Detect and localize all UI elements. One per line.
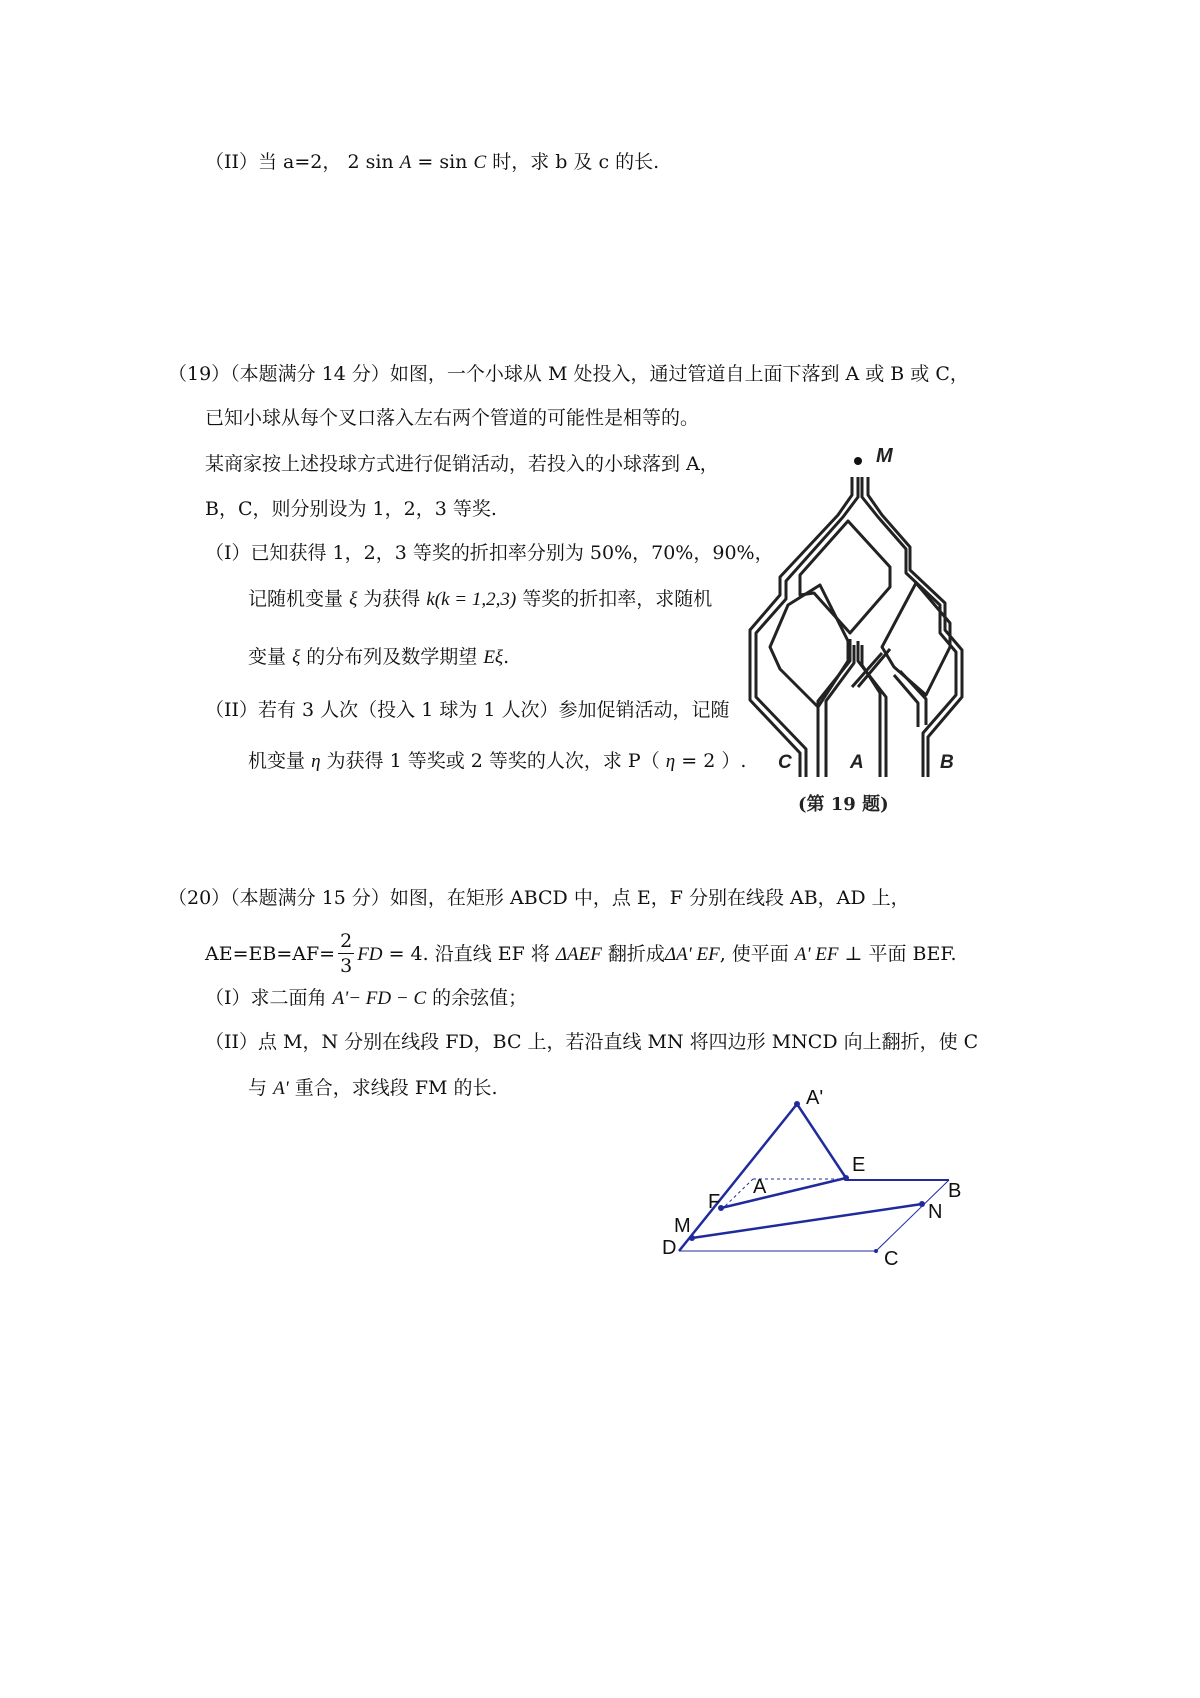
pipe-label-B: B xyxy=(940,752,954,773)
pipe-label-A: A xyxy=(850,752,864,773)
q20-l2-text-a: AE=EB=AF= xyxy=(205,943,336,965)
point-E xyxy=(843,1175,849,1181)
point-Aprime xyxy=(794,1101,800,1107)
geometry-lines xyxy=(679,1104,949,1251)
geometry-points xyxy=(689,1101,925,1253)
q20-FD: FD xyxy=(357,944,383,965)
q19-p2l2-text-a: 机变量 xyxy=(248,750,306,772)
q19-eta-symbol-2: η xyxy=(665,751,676,772)
q19-p1l2-text-a: 记随机变量 xyxy=(248,588,344,610)
fraction-denominator: 3 xyxy=(340,954,353,977)
point-N xyxy=(919,1201,925,1207)
q20-p1-text-b: 的余弦值； xyxy=(432,987,528,1009)
q19-p2l2-text-b: 为获得 1 等奖或 2 等奖的人次，求 P（ xyxy=(326,750,660,772)
q19-k-symbol: k xyxy=(426,589,435,610)
fraction-numerator: 2 xyxy=(340,929,353,952)
pipe-label-C: C xyxy=(778,752,792,773)
q20-plane-AprimeEF: A' EF xyxy=(794,944,839,965)
q20-p2l2-text-a: 与 xyxy=(248,1077,268,1099)
q19-p1l3-text-b: 的分布列及数学期望 xyxy=(306,646,478,668)
q18-eq-equals: = xyxy=(417,151,434,173)
q19-expectation: Eξ xyxy=(483,647,504,668)
label-B: B xyxy=(948,1180,962,1202)
q20-l2-text-d: , 使平面 xyxy=(719,943,789,965)
q20-l2-text-e: ⊥ 平面 BEF. xyxy=(844,943,957,965)
q19-line4: B，C，则分别设为 1，2，3 等奖. xyxy=(205,498,497,520)
q19-p1l3-period: . xyxy=(503,646,510,668)
q20-dihedral-angle: A'− FD − C xyxy=(332,988,427,1009)
q19-part1-line2 xyxy=(248,587,712,612)
q20-p1-text-a: （I）求二面角 xyxy=(205,987,327,1009)
q19-header: （19）（本题满分 14 分）如图，一个小球从 M 处投入，通过管道自上面下落到 A 或 B 或 C， xyxy=(168,363,969,385)
q20-triangle-AprimeEF: ΔA' EF xyxy=(664,944,720,965)
q19-p1l3-text-a: 变量 xyxy=(248,646,287,668)
q20-geometry-figure xyxy=(650,1082,980,1282)
q18-eq-coef: 2 xyxy=(347,151,360,173)
q20-l2-text-c: 翻折成 xyxy=(607,943,665,965)
q19-p2l2-text-c: = 2 ）. xyxy=(681,750,747,772)
q20-line2 xyxy=(205,924,957,985)
q19-line3: 某商家按上述投球方式进行促销活动，若投入的小球落到 A， xyxy=(205,453,719,475)
q19-eta-symbol: η xyxy=(311,751,321,772)
label-E: E xyxy=(852,1154,866,1176)
q19-part1-line1: （I）已知获得 1，2，3 等奖的折扣率分别为 50%，70%，90%， xyxy=(205,542,774,564)
pipe-walls xyxy=(750,477,962,777)
q19-pipe-figure xyxy=(740,435,990,835)
q19-part2-line1: （II）若有 3 人次（投入 1 球为 1 人次）参加促销活动，记随 xyxy=(205,699,730,721)
q19-part2-line2 xyxy=(248,749,746,774)
pipe-label-M: M xyxy=(876,445,893,467)
q18-part2 xyxy=(205,150,659,175)
drop-point-dot xyxy=(854,457,862,465)
q18-eq-sin1: sin xyxy=(365,151,394,173)
label-Aprime: A' xyxy=(806,1087,824,1109)
pipe-figure-caption: (第 19 题) xyxy=(798,794,889,815)
geometry-labels xyxy=(662,1087,961,1270)
q19-xi-symbol-2: ξ xyxy=(292,647,301,668)
q19-line2: 已知小球从每个叉口落入左右两个管道的可能性是相等的。 xyxy=(205,407,700,429)
q20-l2-text-b: = 4. 沿直线 EF 将 xyxy=(388,943,550,965)
fraction-two-thirds xyxy=(338,929,354,978)
q19-part1-line3 xyxy=(248,645,509,670)
q19-p1l2-text-b: 为获得 xyxy=(363,588,421,610)
q19-p1l2-text-d: 等奖的折扣率，求随机 xyxy=(522,588,713,610)
q18-eq-A: A xyxy=(399,152,412,173)
q20-p2l2-text-b: 重合，求线段 FM 的长. xyxy=(294,1077,498,1099)
q19-k-range: (k = 1,2,3) xyxy=(434,589,517,610)
q20-part2-line1: （II）点 M，N 分别在线段 FD，BC 上，若沿直线 MN 将四边形 MNCD 向上翻折，使 C xyxy=(205,1031,979,1053)
q20-part2-line2 xyxy=(248,1076,498,1101)
label-F: F xyxy=(708,1191,721,1213)
label-D: D xyxy=(662,1237,677,1259)
q19-xi-symbol: ξ xyxy=(349,589,358,610)
label-M: M xyxy=(674,1215,691,1237)
label-N: N xyxy=(928,1201,943,1223)
q20-header: （20）（本题满分 15 分）如图，在矩形 ABCD 中，点 E，F 分别在线段 AB，AD 上， xyxy=(168,887,910,909)
q18-eq-C: C xyxy=(473,152,487,173)
q20-Aprime: A' xyxy=(273,1078,289,1099)
q18-part2-prefix: （II）当 a=2， xyxy=(205,151,342,173)
point-C xyxy=(874,1249,878,1253)
q18-part2-suffix: 时，求 b 及 c 的长. xyxy=(492,151,660,173)
q20-triangle-AEF: ΔAEF xyxy=(555,944,602,965)
q20-part1 xyxy=(205,986,527,1011)
label-C: C xyxy=(884,1248,899,1270)
q18-eq-sin2: sin xyxy=(439,151,468,173)
label-A: A xyxy=(753,1176,767,1198)
